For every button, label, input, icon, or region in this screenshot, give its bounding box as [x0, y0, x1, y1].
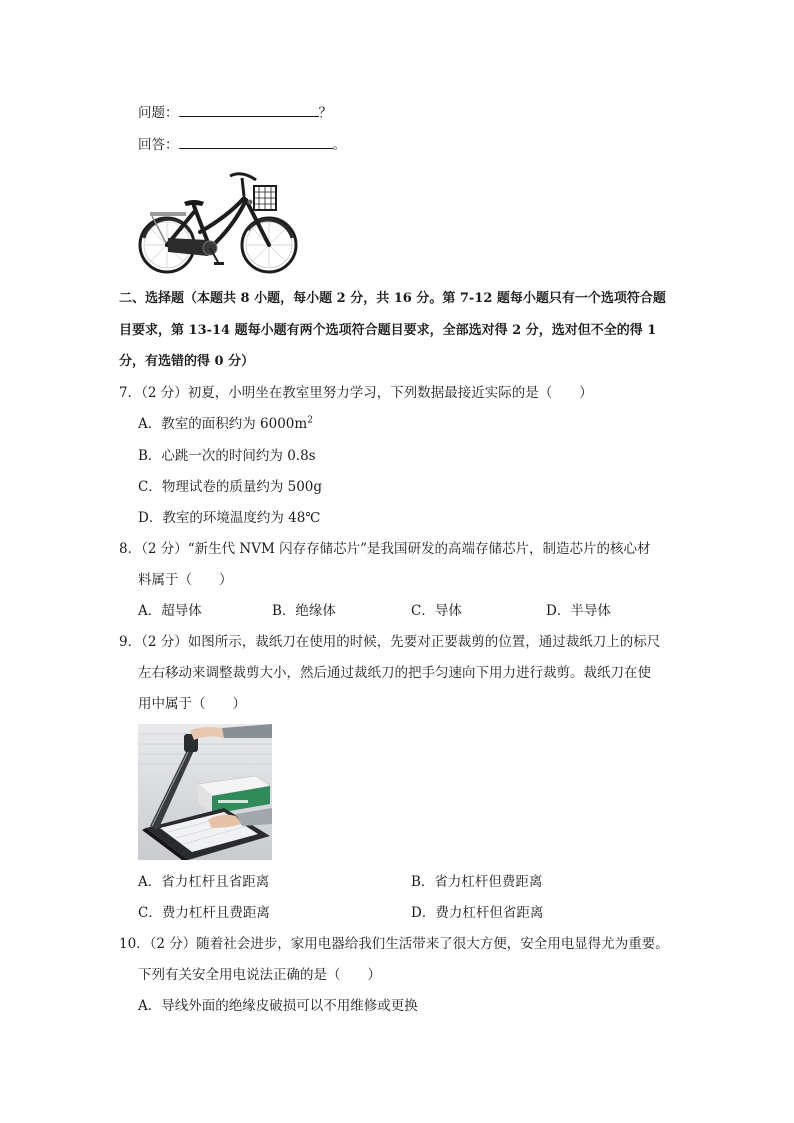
answer-end: 。	[332, 137, 346, 153]
q7-option-c: C．物理试卷的质量约为 500g	[138, 479, 323, 495]
q8-option-b: B．绝缘体	[272, 603, 336, 619]
q9-option-c: C．费力杠杆且费距离	[138, 905, 270, 921]
q8-stem-line-1: 8．（2 分）“新生代 NVM 闪存存储芯片”是我国研发的高端存储芯片，制造芯片的核心材	[119, 541, 651, 557]
question-blank	[179, 102, 319, 117]
q7-option-a-text: A．教室的面积约为 6000m	[138, 416, 308, 432]
q10-stem-line-2: 下列有关安全用电说法正确的是（ ）	[138, 967, 381, 983]
bicycle-image	[138, 166, 300, 278]
q9-stem-line-3: 用中属于（ ）	[138, 696, 246, 712]
q7-option-a	[138, 414, 313, 434]
question-end: ？	[318, 105, 332, 121]
question-label: 问题：	[138, 105, 179, 121]
q9-stem-line-2: 左右移动来调整裁剪大小，然后通过裁纸刀的把手匀速向下用力进行裁剪。裁纸刀在使	[138, 665, 651, 681]
q7-option-b: B．心跳一次的时间约为 0.8s	[138, 448, 316, 464]
answer-blank	[179, 134, 333, 149]
q7-option-a-sup: 2	[307, 415, 313, 426]
q7-option-d: D．教室的环境温度约为 48℃	[138, 510, 321, 526]
q10-stem-line-1: 10．（2 分）随着社会进步，家用电器给我们生活带来了很大方便，安全用电显得尤为重要。	[119, 936, 669, 952]
q9-stem-line-1: 9．（2 分）如图所示，裁纸刀在使用的时候，先要对正要裁剪的位置，通过裁纸刀上的标尺	[119, 634, 661, 650]
answer-label: 回答：	[138, 137, 179, 153]
q7-stem: 7．（2 分）初夏，小明坐在教室里努力学习，下列数据最接近实际的是（ ）	[119, 385, 593, 401]
answer-prompt-line	[138, 134, 346, 155]
q9-option-d: D．费力杠杆但省距离	[411, 905, 544, 921]
q8-option-d: D．半导体	[546, 603, 611, 619]
q8-option-c: C．导体	[411, 603, 462, 619]
q9-option-b: B．省力杠杆但费距离	[411, 874, 543, 890]
section-heading-line-2: 目要求，第 13-14 题每小题有两个选项符合题目要求，全部选对得 2 分，选对但不全的得 1	[119, 323, 657, 338]
section-heading-line-3: 分，有选错的得 0 分）	[119, 354, 255, 369]
q9-option-a: A．省力杠杆且省距离	[138, 874, 270, 890]
q8-stem-line-2: 料属于（ ）	[138, 572, 233, 588]
q8-option-a: A．超导体	[138, 603, 202, 619]
section-heading-line-1: 二、选择题（本题共 8 小题，每小题 2 分，共 16 分。第 7-12 题每小题只有一个选项符合题	[119, 291, 666, 306]
paper-cutter-image	[138, 724, 272, 860]
question-prompt-line	[138, 102, 332, 123]
q10-option-a: A．导线外面的绝缘皮破损可以不用维修或更换	[138, 998, 418, 1014]
